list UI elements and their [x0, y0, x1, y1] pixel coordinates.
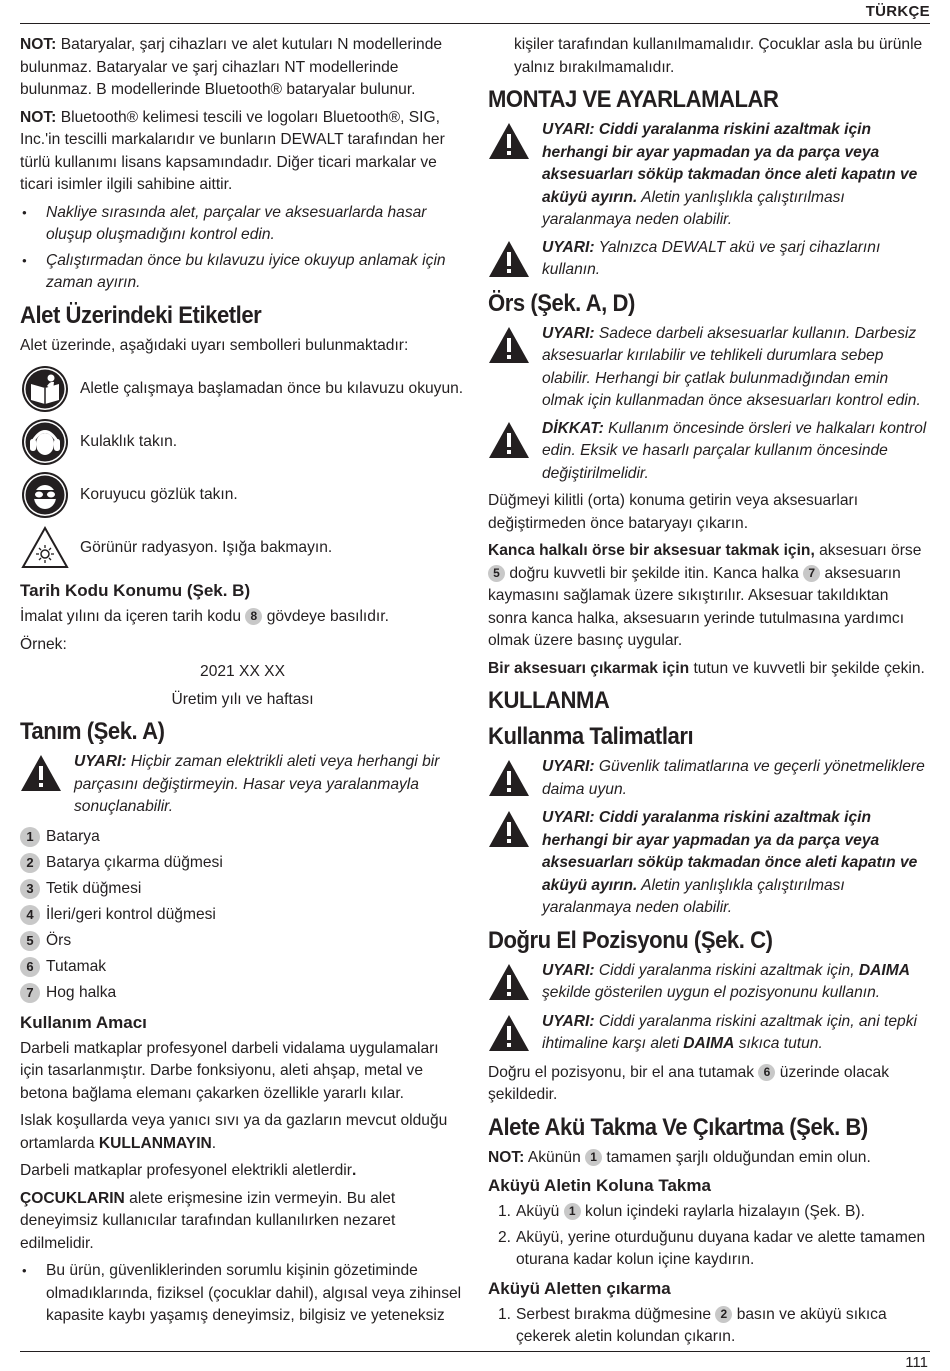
callout-number: 7	[803, 565, 820, 582]
warning-block: UYARI: Ciddi yaralanma riskini azaltmak için herhangi bir ayar yapmadan ya da parça veya aksesuarları söküp takmadan önce aleti kapatın ve aküyü ayırın. Aletin yanlışlıkla çalıştırılması yaralanmaya neden olabilir.	[488, 119, 930, 232]
footer-rule	[20, 1351, 930, 1352]
list-item: 1 Batarya	[20, 824, 465, 850]
ear-protection-icon	[20, 417, 70, 467]
list-item: 5 Örs	[20, 928, 465, 954]
callout-number: 5	[488, 565, 505, 582]
install-heading: Aküyü Aletin Koluna Takma	[488, 1176, 711, 1195]
symbol-row: Aletle çalışmaya başlamadan önce bu kılavuzu okuyun.	[20, 362, 465, 415]
warning-icon	[20, 754, 62, 792]
list-item: 4 İleri/geri kontrol düğmesi	[20, 902, 465, 928]
note-bluetooth: NOT: Bluetooth® kelimesi tescili ve logoları Bluetooth®, SIG, Inc.'in tescilli markalarıdır ve bunların DEWALT tarafından her türlü kullanımı lisans kapsamındadır. Diğer ticari markalar ve ticari isimler ilgili sahibine aittir.	[20, 108, 445, 193]
date-code-heading: Tarih Kodu Konumu (Şek. B)	[20, 581, 251, 600]
caution-icon	[488, 421, 530, 459]
date-code-text: İmalat yılını da içeren tarih kodu 8 gövdeye basılıdır.	[20, 608, 389, 625]
hand-position-text: Doğru el pozisyonu, bir el ana tutamak 6 üzerinde olacak şekildedir.	[488, 1063, 890, 1103]
symbol-row: Görünür radyasyon. Işığa bakmayın.	[20, 521, 465, 574]
remove-heading: Aküyü Aletten çıkarma	[488, 1278, 671, 1298]
list-item: 1. Aküyü 1 kolun içindeki raylarla hizalayın (Şek. B).	[498, 1203, 865, 1220]
symbol-row: Koruyucu gözlük takın.	[20, 468, 465, 521]
anvil-p3: Bir aksesuarı çıkarmak için tutun ve kuvvetli bir şekilde çekin.	[488, 659, 925, 677]
left-column	[20, 34, 465, 1332]
labels-intro: Alet üzerinde, aşağıdaki uyarı sembolleri bulunmaktadır:	[20, 336, 409, 354]
list-item: 2 Batarya çıkarma düğmesi	[20, 850, 465, 876]
example-caption: Üretim yılı ve haftası	[171, 690, 314, 708]
intended-use-p2: Islak koşullarda veya yanıcı sıvı ya da gazların mevcut olduğu ortamlarda KULLANMAYIN.	[20, 1112, 448, 1152]
header-rule	[20, 23, 930, 24]
warning-block: UYARI: Ciddi yaralanma riskini azaltmak için, ani tepki ihtimaline karşı aleti DAIMA sıkıca tutun.	[488, 1011, 930, 1057]
warning-icon	[488, 810, 530, 848]
read-manual-icon	[20, 364, 70, 414]
list-item: • Bu ürün, güvenliklerinden sorumlu kişinin gözetiminde olmadıklarında, fiziksel (çocuklar dahil), algısal veya zihinsel kapasite kaybı yaşamış deneyimsiz, bilgisiz ve yeteneksiz	[20, 1260, 465, 1328]
warning-block: UYARI: Sadece darbeli aksesuarlar kullanın. Darbesiz aksesuarlar kırılabilir ve tehlikeli durumlara sebep olabilir. Herhangi bir çatlak bulunmadığından emin olmak için kullanmadan önce aksesuarları kontrol edin.	[488, 323, 930, 413]
anvil-heading: Örs (Şek. A, D)	[488, 289, 635, 317]
list-item: • Nakliye sırasında alet, parçalar ve aksesuarlarda hasar oluşup oluşmadığını kontrol edin.	[20, 202, 465, 247]
page-number: 111	[905, 1354, 928, 1371]
language-label: TÜRKÇE	[865, 3, 930, 20]
warning-icon	[488, 240, 530, 278]
description-heading: Tanım (Şek. A)	[20, 718, 165, 745]
list-item: 1. Serbest bırakma düğmesine 2 basın ve aküyü sıkıca çekerek aletin kolundan çıkarın.	[498, 1305, 887, 1345]
right-column	[488, 34, 930, 1353]
warning-icon	[488, 1014, 530, 1052]
example-code: 2021 XX XX	[200, 663, 285, 680]
battery-heading: Alete Akü Takma Ve Çıkartma (Şek. B)	[488, 1113, 868, 1141]
continued-text: kişiler tarafından kullanılmamalıdır. Çocuklar asla bu ürünle yalnız bırakılmamalıdır.	[514, 36, 923, 76]
remove-steps	[488, 1304, 930, 1349]
list-item: 7 Hog halka	[20, 980, 465, 1006]
list-item: 6 Tutamak	[20, 954, 465, 980]
install-steps	[488, 1201, 930, 1272]
anvil-p2: Kanca halkalı örse bir aksesuar takmak için, aksesuarı örse 5 doğru kuvvetli bir şekilde itin. Kanca halka 7 aksesuarın kaymasını sağlamak üzere sıkıştırılır. Aksesuar takıldıktan sonra kanca halka, aksesuarın yerinde tutulmasına yardımcı olmak üzere basınç uygular.	[488, 542, 922, 649]
eye-protection-icon	[20, 470, 70, 520]
warning-block: UYARI: Güvenlik talimatlarına ve geçerli yönetmeliklere daima uyun.	[488, 756, 930, 802]
symbol-row: Kulaklık takın.	[20, 415, 465, 468]
anvil-p1: Düğmeyi kilitli (orta) konuma getirin veya aksesuarları değiştirmeden önce bataryayı çıkarın.	[488, 492, 859, 532]
warning-block: UYARI: Ciddi yaralanma riskini azaltmak için, DAIMA şekilde gösterilen uygun el pozisyonunu kullanın.	[488, 960, 930, 1006]
instructions-heading: Kullanma Talimatları	[488, 723, 694, 750]
assembly-heading: MONTAJ VE AYARLAMALAR	[488, 86, 779, 113]
warning-icon	[488, 759, 530, 797]
callout-number: 6	[758, 1064, 775, 1081]
intended-use-heading: Kullanım Amacı	[20, 1012, 147, 1032]
intended-use-p1: Darbeli matkaplar profesyonel darbeli vidalama uygulamaları için tasarlanmıştır. Darbe fonksiyonu, aleti ahşap, metal ve betona bağlama elemanı çakarken özellikle yararlı kılar.	[20, 1039, 439, 1102]
example-label: Örnek:	[20, 635, 67, 653]
warning-block: UYARI: Yalnızca DEWALT akü ve şarj cihazlarını kullanın.	[488, 237, 930, 283]
usage-heading: KULLANMA	[488, 687, 610, 714]
children-bullet	[20, 1260, 465, 1328]
battery-note: NOT: Akünün 1 tamamen şarjlı olduğundan emin olun.	[488, 1148, 871, 1166]
intended-use-p4: ÇOCUKLARIN alete erişmesine izin vermeyin. Bu alet deneyimsiz kullanıcılar tarafından kullanılırken nezaret edilmelidir.	[20, 1189, 396, 1252]
warning-block: UYARI: Hiçbir zaman elektrikli aleti veya herhangi bir parçasını değiştirmeyin. Hasar veya yaralanmayla sonuçlanabilir.	[20, 751, 465, 819]
list-item: • Çalıştırmadan önce bu kılavuzu iyice okuyup anlamak için zaman ayırın.	[20, 250, 465, 295]
labels-heading: Alet Üzerindeki Etiketler	[20, 301, 262, 329]
warning-icon	[488, 122, 530, 160]
warning-icon	[488, 326, 530, 364]
callout-number: 8	[245, 608, 262, 625]
caution-block: DİKKAT: Kullanım öncesinde örsleri ve halkaları kontrol edin. Eksik ve hasarlı parçalar kullanım öncesinde değiştirilmelidir.	[488, 418, 930, 486]
parts-list	[20, 824, 465, 1006]
check-bullets	[20, 202, 465, 295]
note-batteries: NOT: Bataryalar, şarj cihazları ve alet kutuları N modellerinde bulunmaz. Bataryalar ve şarj cihazları NT modellerinde bulunmaz. B modellerinde Bluetooth® bataryalar bulunur.	[20, 36, 443, 98]
intended-use-p3: Darbeli matkaplar profesyonel elektrikli aletlerdir.	[20, 1162, 357, 1179]
hand-position-heading: Doğru El Pozisyonu (Şek. C)	[488, 926, 773, 954]
warning-icon	[488, 963, 530, 1001]
callout-number: 1	[585, 1149, 602, 1166]
visible-radiation-icon	[20, 523, 70, 573]
warning-block: UYARI: Ciddi yaralanma riskini azaltmak için herhangi bir ayar yapmadan ya da parça veya aksesuarları söküp takmadan önce aleti kapatın ve aküyü ayırın. Aletin yanlışlıkla çalıştırılması yaralanmaya neden olabilir.	[488, 807, 930, 920]
list-item: 3 Tetik düğmesi	[20, 876, 465, 902]
list-item: 2. Aküyü, yerine oturduğunu duyana kadar ve alette tamamen oturana kadar kolun içine kaydırın.	[498, 1228, 926, 1268]
